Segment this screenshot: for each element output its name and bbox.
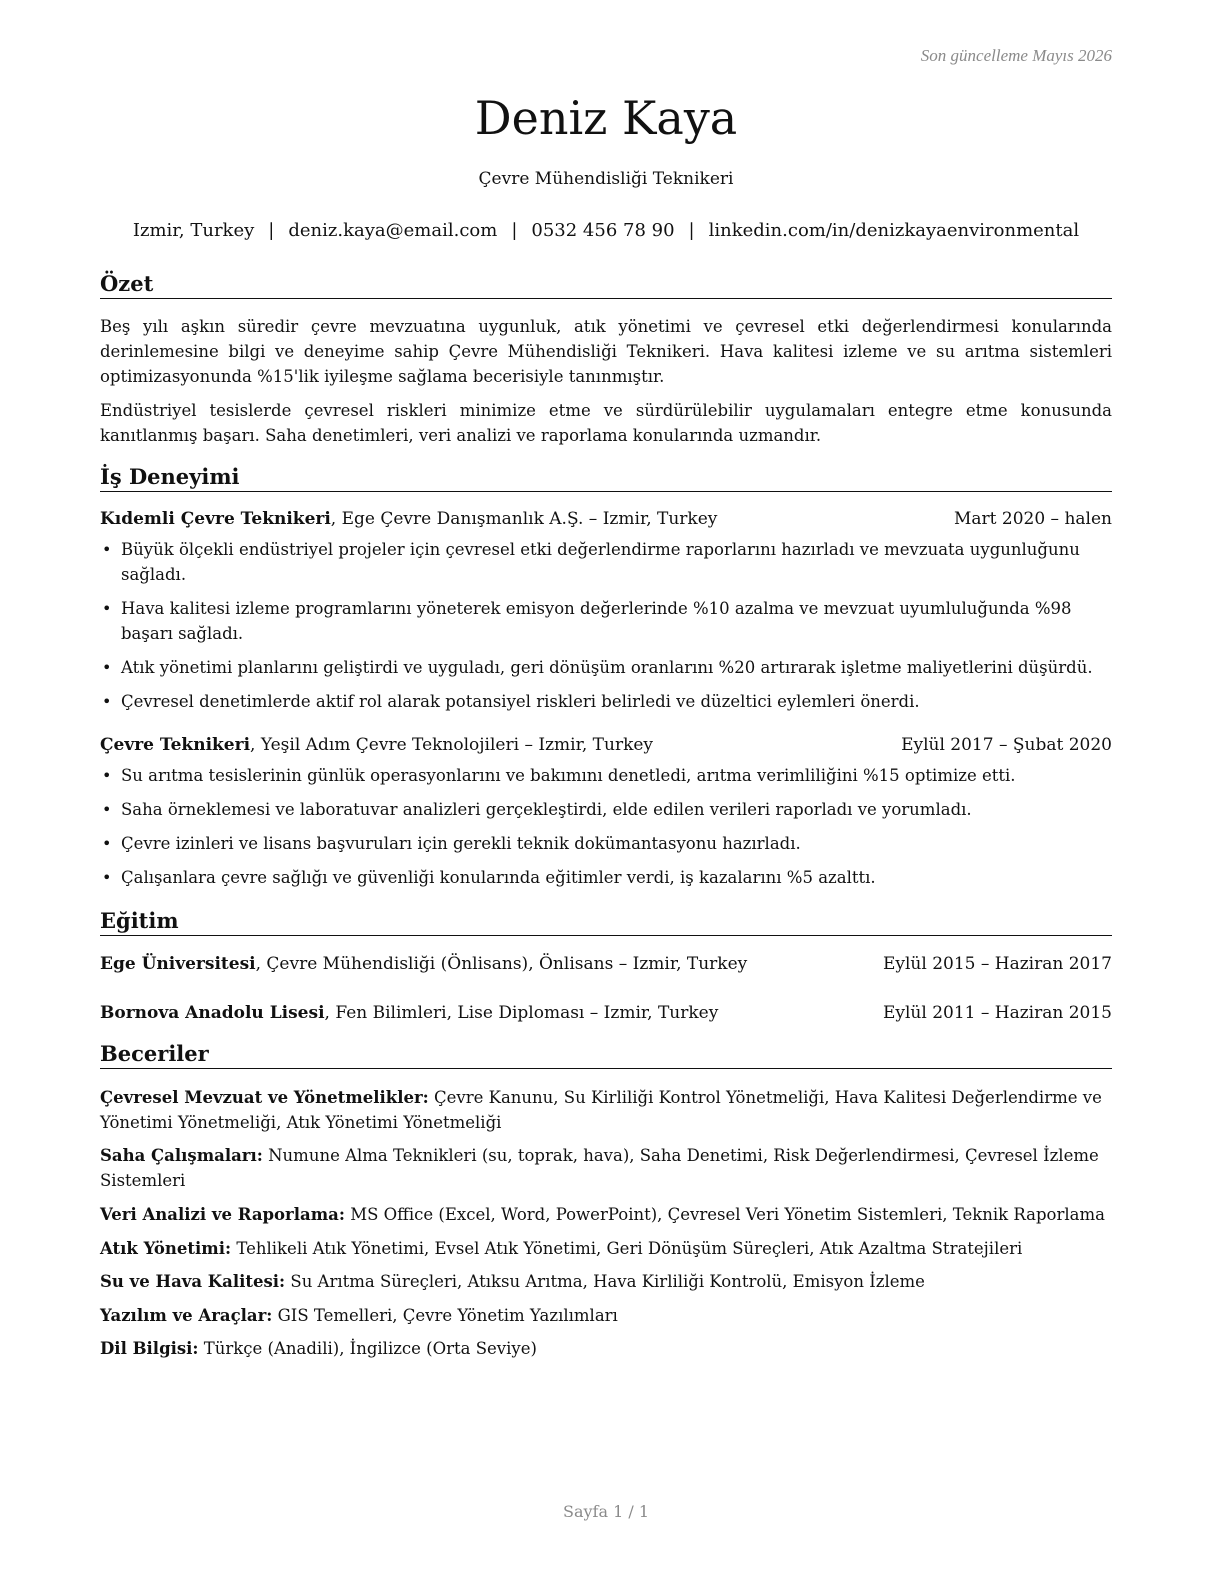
school-name: Bornova Anadolu Lisesi — [100, 1003, 325, 1023]
education-detail: , Çevre Mühendisliği (Önlisans), Önlisans – Izmir, Turkey — [255, 954, 748, 974]
list-item: • Çevresel denetimlerde aktif rol alarak potansiyel riskleri belirledi ve düzeltici eylemleri önerdi. — [100, 689, 1122, 714]
job-org: , Yeşil Adım Çevre Teknolojileri – Izmir, Turkey — [250, 735, 654, 755]
skill-item — [100, 1236, 1112, 1261]
list-item: • Su arıtma tesislerinin günlük operasyonlarını ve bakımını denetledi, arıtma verimliliğini %15 optimize etti. — [100, 763, 1122, 788]
section-heading-experience: İş Deneyimi — [100, 464, 1112, 492]
bullet-icon: • — [102, 834, 112, 853]
skill-text: MS Office (Excel, Word, PowerPoint), Çevresel Veri Yönetim Sistemleri, Teknik Raporlama — [344, 1205, 1105, 1224]
bullet-icon: • — [102, 658, 112, 677]
job-role: Çevre Teknikeri — [100, 735, 251, 755]
skill-label: Yazılım ve Araçlar: — [100, 1306, 273, 1325]
skill-text: Türkçe (Anadili), İngilizce (Orta Seviye) — [198, 1339, 537, 1358]
skill-label: Veri Analizi ve Raporlama: — [100, 1205, 345, 1224]
education-item — [100, 1001, 1112, 1025]
skill-item — [100, 1085, 1112, 1135]
list-item: • Hava kalitesi izleme programlarını yöneterek emisyon değerlerinde %10 azalma ve mevzuat uyumluluğunda %98 başarı sağladı. — [100, 596, 1122, 646]
section-heading-education: Eğitim — [100, 908, 1112, 936]
skill-text: Çevre Kanunu, Su Kirliliği Kontrol Yönetmeliği, Hava Kalitesi Değerlendirme ve Yönetimi Yönetmeliği, Atık Yönetimi Yönetmeliği — [100, 1088, 1102, 1132]
contact-separator: | — [268, 220, 275, 241]
contact-separator: | — [511, 220, 518, 241]
contact-separator: | — [688, 220, 695, 241]
job-bullets — [100, 763, 1122, 899]
skill-label: Çevresel Mevzuat ve Yönetmelikler: — [100, 1088, 429, 1107]
education-item — [100, 952, 1112, 976]
skill-label: Dil Bilgisi: — [100, 1339, 199, 1358]
contact-location: Izmir, Turkey — [132, 220, 255, 241]
skill-item — [100, 1269, 1112, 1294]
candidate-name: Deniz Kaya — [474, 91, 738, 145]
job-org: , Ege Çevre Danışmanlık A.Ş. – Izmir, Turkey — [330, 509, 718, 529]
list-item: • Çevre izinleri ve lisans başvuruları için gerekli teknik dokümantasyonu hazırladı. — [100, 831, 1122, 856]
bullet-icon: • — [102, 868, 112, 887]
section-heading-summary: Özet — [100, 271, 1112, 299]
skill-item — [100, 1336, 1112, 1361]
job-role: Kıdemli Çevre Teknikeri — [100, 509, 331, 529]
skill-item — [100, 1202, 1112, 1227]
job-dates: Eylül 2017 – Şubat 2020 — [901, 735, 1112, 755]
section-heading-skills: Beceriler — [100, 1041, 1112, 1069]
contact-email[interactable]: deniz.kaya@email.com — [288, 220, 498, 241]
last-updated: Son güncelleme Mayıs 2026 — [920, 46, 1112, 65]
skill-text: GIS Temelleri, Çevre Yönetim Yazılımları — [272, 1306, 618, 1325]
skill-text: Tehlikeli Atık Yönetimi, Evsel Atık Yönetimi, Geri Dönüşüm Süreçleri, Atık Azaltma Stratejileri — [231, 1239, 1023, 1258]
bullet-icon: • — [102, 692, 112, 711]
bullet-icon: • — [102, 540, 112, 559]
skill-item — [100, 1143, 1112, 1193]
contact-phone[interactable]: 0532 456 78 90 — [531, 220, 675, 241]
skill-text: Numune Alma Teknikleri (su, toprak, hava), Saha Denetimi, Risk Değerlendirmesi, Çevresel İzleme Sistemleri — [100, 1146, 1099, 1190]
skill-label: Atık Yönetimi: — [100, 1239, 232, 1258]
skill-label: Saha Çalışmaları: — [100, 1146, 263, 1165]
job-dates: Mart 2020 – halen — [953, 509, 1112, 529]
list-item: • Atık yönetimi planlarını geliştirdi ve uyguladı, geri dönüşüm oranlarını %20 artırarak işletme maliyetlerini düşürdü. — [100, 655, 1122, 680]
summary-paragraph: Endüstriyel tesislerde çevresel riskleri minimize etme ve sürdürülebilir uygulamaları entegre etme konusunda kanıtlanmış başarı. Saha denetimleri, veri analizi ve raporlama konularında uzmandır. — [100, 401, 1112, 445]
bullet-icon: • — [102, 800, 112, 819]
resume-page — [100, 0, 1112, 1584]
page-number: Sayfa 1 / 1 — [562, 1502, 649, 1521]
candidate-title: Çevre Mühendisliği Teknikeri — [478, 169, 734, 189]
job-header — [100, 733, 1112, 757]
list-item: • Çalışanlara çevre sağlığı ve güvenliği konularında eğitimler verdi, iş kazalarını %5 azalttı. — [100, 865, 1122, 890]
school-name: Ege Üniversitesi — [100, 954, 256, 974]
skill-item — [100, 1303, 1112, 1328]
skill-text: Su Arıtma Süreçleri, Atıksu Arıtma, Hava Kirliliği Kontrolü, Emisyon İzleme — [285, 1272, 925, 1291]
skill-label: Su ve Hava Kalitesi: — [100, 1272, 286, 1291]
bullet-icon: • — [102, 599, 112, 618]
list-item: • Büyük ölçekli endüstriyel projeler için çevresel etki değerlendirme raporlarını hazırladı ve mevzuata uygunluğunu sağladı. — [100, 537, 1122, 587]
job-header — [100, 507, 1112, 531]
summary-paragraph: Beş yılı aşkın süredir çevre mevzuatına uygunluk, atık yönetimi ve çevresel etki değerlendirmesi konularında derinlemesine bilgi ve deneyime sahip Çevre Mühendisliği Teknikeri. Hava kalitesi izleme ve su arıtma sistemleri optimizasyonunda %15'lik iyileşme sağlama becerisiyle tanınmıştır. — [100, 317, 1112, 386]
education-dates: Eylül 2011 – Haziran 2015 — [882, 1003, 1112, 1023]
contact-line — [40, 219, 1172, 243]
education-dates: Eylül 2015 – Haziran 2017 — [882, 954, 1112, 974]
bullet-icon: • — [102, 766, 112, 785]
contact-linkedin[interactable]: linkedin.com/in/denizkayaenvironmental — [708, 220, 1080, 241]
list-item: • Saha örneklemesi ve laboratuvar analizleri gerçekleştirdi, elde edilen verileri raporladı ve yorumladı. — [100, 797, 1122, 822]
job-bullets — [100, 537, 1122, 723]
education-detail: , Fen Bilimleri, Lise Diploması – Izmir, Turkey — [324, 1003, 719, 1023]
